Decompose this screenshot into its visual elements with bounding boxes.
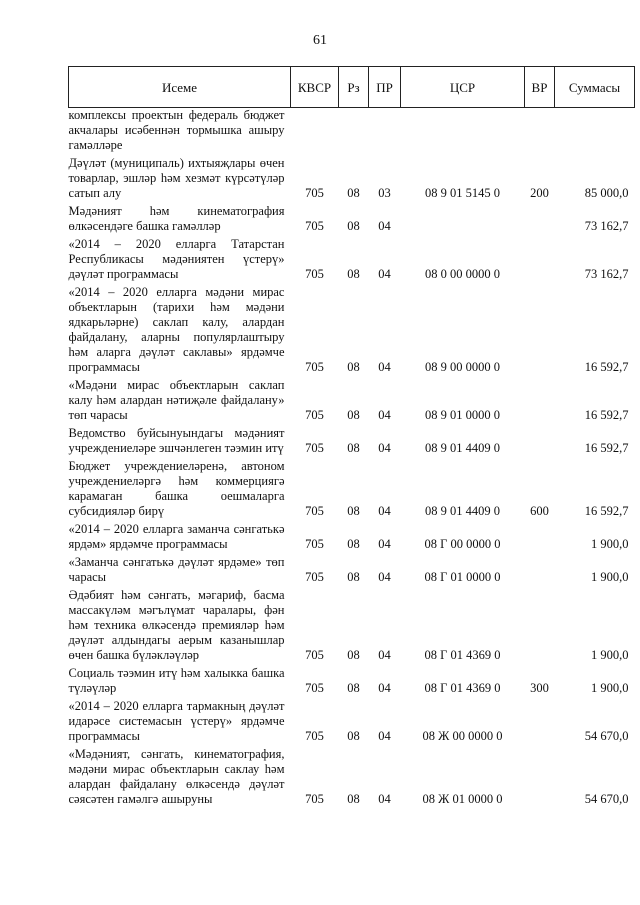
table-row <box>69 285 635 378</box>
row-kvsr: 705 <box>305 537 324 551</box>
row-csr <box>401 108 525 157</box>
row-vr <box>525 108 555 157</box>
row-rz: 08 <box>347 360 360 374</box>
row-rz: 08 <box>347 570 360 584</box>
row-rz: 08 <box>347 186 360 200</box>
row-name: «2014 – 2020 елларга тармакның дәүләт идарәсе системасын үстерү» ярдәмче программасы <box>68 699 285 743</box>
row-name: «Заманча сәнгатькә дәүләт ярдәме» төп чарасы <box>68 555 285 584</box>
row-pr: 04 <box>378 792 391 806</box>
row-vr <box>525 555 555 588</box>
row-name: «Мәдәният, сәнгать, кинематография, мәдәни мирас объектларын саклау һәм алардан файдалану өлкәсендә дәүләт сәясәтен гамәлгә ашыруны <box>68 747 285 806</box>
row-name: «Мәдәни мирас объектларын саклап калу һәм алардан нәтиҗәле файдалану» төп чарасы <box>68 378 285 422</box>
row-name: комплексы проектын федераль бюджет акчалары исәбеннән тормышка ашыру гамәлләре <box>68 108 285 152</box>
row-name: «2014 – 2020 елларга Татарстан Республикасы мәдәниятен үстерү» дәүләт программасы <box>68 237 285 281</box>
header-vr: ВР <box>525 67 555 108</box>
row-kvsr <box>291 108 339 157</box>
row-kvsr: 705 <box>305 267 324 281</box>
table-row <box>69 426 635 459</box>
table-row <box>69 108 635 157</box>
row-name: Мәдәният һәм кинематография өлкәсендәге башка гамәлләр <box>68 204 285 233</box>
row-name: «2014 – 2020 елларга заманча сәнгатькә ярдәм» ярдәмче программасы <box>68 522 285 551</box>
row-csr: 08 0 00 0000 0 <box>425 267 500 281</box>
row-pr: 03 <box>378 186 391 200</box>
row-rz: 08 <box>347 729 360 743</box>
row-pr: 04 <box>378 360 391 374</box>
row-vr: 300 <box>530 681 549 695</box>
row-pr: 04 <box>378 219 391 233</box>
table-header-row <box>69 67 635 108</box>
row-csr: 08 Г 01 0000 0 <box>424 570 501 584</box>
row-pr: 04 <box>378 504 391 518</box>
row-vr: 600 <box>530 504 549 518</box>
table-row <box>69 666 635 699</box>
table-row <box>69 156 635 204</box>
row-kvsr: 705 <box>305 648 324 662</box>
row-vr <box>525 378 555 426</box>
row-sum: 1 900,0 <box>591 681 629 695</box>
header-sum: Суммасы <box>555 67 635 108</box>
row-sum: 85 000,0 <box>584 186 629 200</box>
row-name: Дәүләт (муниципаль) ихтыяҗлары өчен товарлар, эшләр һәм хезмәт күрсәтүләр сатып алу <box>68 156 285 200</box>
row-sum: 73 162,7 <box>584 219 629 233</box>
row-pr: 04 <box>378 408 391 422</box>
table-row <box>69 699 635 747</box>
row-vr <box>525 285 555 378</box>
row-pr: 04 <box>378 570 391 584</box>
row-kvsr: 705 <box>305 360 324 374</box>
row-kvsr: 705 <box>305 570 324 584</box>
row-name: Ведомство буйсынуындагы мәдәният учреждениеләре эшчәнлеген тәэмин итү <box>68 426 285 455</box>
row-rz: 08 <box>347 267 360 281</box>
header-rz: Рз <box>339 67 369 108</box>
row-vr <box>525 522 555 555</box>
row-vr: 200 <box>530 186 549 200</box>
row-rz <box>339 108 369 157</box>
row-sum: 16 592,7 <box>584 408 629 422</box>
row-rz: 08 <box>347 681 360 695</box>
row-sum: 16 592,7 <box>584 504 629 518</box>
row-rz: 08 <box>347 537 360 551</box>
row-csr: 08 Ж 00 0000 0 <box>422 729 503 743</box>
row-sum <box>555 108 635 157</box>
row-csr: 08 9 01 4409 0 <box>425 504 500 518</box>
row-csr <box>401 204 525 237</box>
row-sum: 16 592,7 <box>584 360 629 374</box>
row-csr: 08 Г 01 4369 0 <box>424 648 501 662</box>
header-csr: ЦСР <box>401 67 525 108</box>
row-kvsr: 705 <box>305 681 324 695</box>
row-csr: 08 9 01 4409 0 <box>425 441 500 455</box>
row-kvsr: 705 <box>305 504 324 518</box>
row-name: «2014 – 2020 елларга мәдәни мирас объектларын (тарихи һәм мәдәни ядкарьләрне) саклап калу, алардан файдалану, аларны популярлаштыру һәм аларга дәүләт саклавы» ярдәмче программасы <box>68 285 285 374</box>
row-name: Әдәбият һәм сәнгать, мәгариф, басма массакүләм мәгълүмат чаралары, фән һәм техника өлкәсендә премияләр һәм дәүләт алдындагы аерым казанышлар өчен башка бүләкләүләр <box>68 588 285 662</box>
row-kvsr: 705 <box>305 186 324 200</box>
row-kvsr: 705 <box>305 441 324 455</box>
row-sum: 1 900,0 <box>591 570 629 584</box>
row-pr <box>369 108 401 157</box>
row-vr <box>525 747 555 810</box>
row-kvsr: 705 <box>305 729 324 743</box>
row-pr: 04 <box>378 537 391 551</box>
page-number: 61 <box>313 33 327 48</box>
row-pr: 04 <box>378 267 391 281</box>
row-sum: 1 900,0 <box>591 537 629 551</box>
row-csr: 08 9 01 5145 0 <box>425 186 500 200</box>
header-pr: ПР <box>369 67 401 108</box>
row-sum: 73 162,7 <box>584 267 629 281</box>
row-sum: 16 592,7 <box>584 441 629 455</box>
table-row <box>69 378 635 426</box>
row-vr <box>525 588 555 666</box>
row-csr: 08 9 00 0000 0 <box>425 360 500 374</box>
row-kvsr: 705 <box>305 219 324 233</box>
row-rz: 08 <box>347 219 360 233</box>
table-row <box>69 747 635 810</box>
table-row <box>69 204 635 237</box>
row-kvsr: 705 <box>305 408 324 422</box>
budget-table <box>68 66 635 810</box>
table-row <box>69 237 635 285</box>
table-row <box>69 459 635 522</box>
row-name: Социаль тәэмин итү һәм халыкка башка түләүләр <box>68 666 285 695</box>
row-rz: 08 <box>347 792 360 806</box>
row-pr: 04 <box>378 648 391 662</box>
row-sum: 1 900,0 <box>591 648 629 662</box>
row-rz: 08 <box>347 504 360 518</box>
row-vr <box>525 237 555 285</box>
row-vr <box>525 699 555 747</box>
row-vr <box>525 204 555 237</box>
row-pr: 04 <box>378 681 391 695</box>
row-csr: 08 Г 01 4369 0 <box>424 681 501 695</box>
row-vr <box>525 426 555 459</box>
header-name: Исеме <box>69 67 291 108</box>
row-rz: 08 <box>347 648 360 662</box>
row-csr: 08 Г 00 0000 0 <box>424 537 501 551</box>
row-pr: 04 <box>378 729 391 743</box>
row-pr: 04 <box>378 441 391 455</box>
table-row <box>69 555 635 588</box>
table-row <box>69 588 635 666</box>
row-rz: 08 <box>347 441 360 455</box>
row-sum: 54 670,0 <box>584 729 629 743</box>
header-kvsr: КВСР <box>291 67 339 108</box>
table-row <box>69 522 635 555</box>
row-sum: 54 670,0 <box>584 792 629 806</box>
row-kvsr: 705 <box>305 792 324 806</box>
row-csr: 08 Ж 01 0000 0 <box>422 792 503 806</box>
row-name: Бюджет учреждениеләренә, автоном учреждениеләргә һәм коммерциягә карамаган башка оешмаларга субсидияләр бирү <box>68 459 285 518</box>
row-csr: 08 9 01 0000 0 <box>425 408 500 422</box>
row-rz: 08 <box>347 408 360 422</box>
